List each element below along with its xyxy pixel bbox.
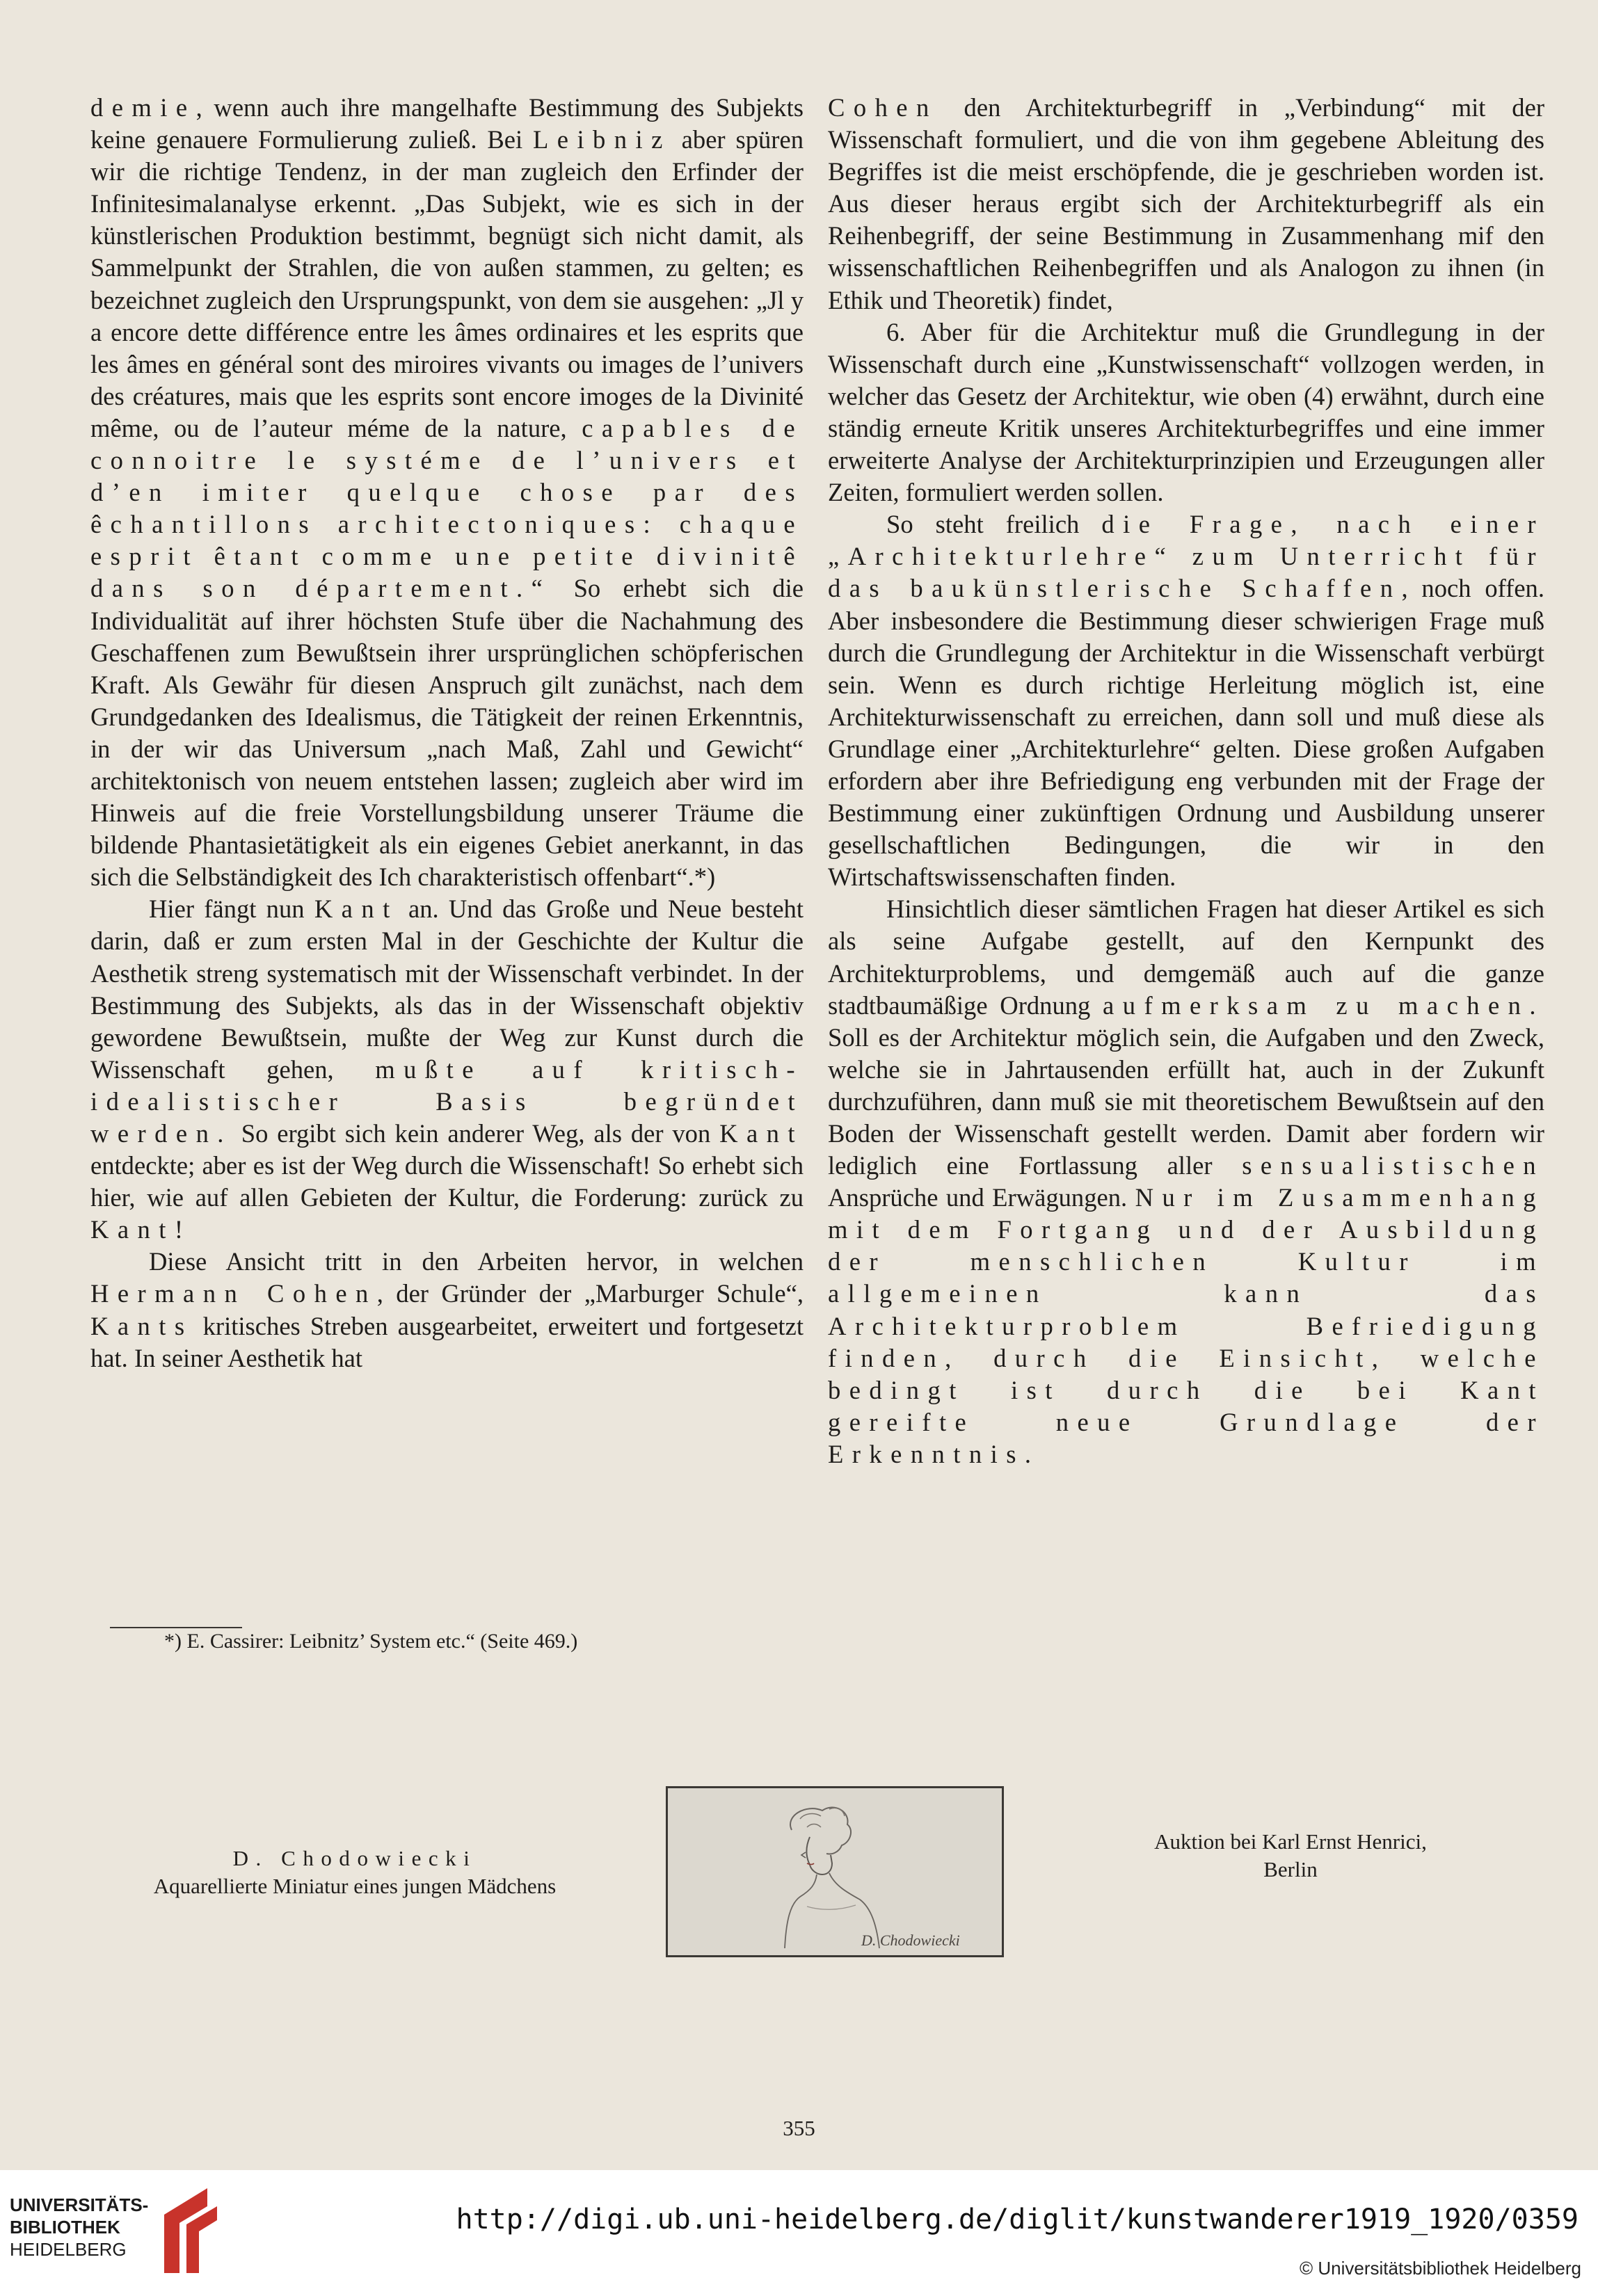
- library-footer: [0, 2170, 1598, 2296]
- text-run: So steht freilich: [886, 510, 1102, 539]
- spaced-emphasis-text: Leibniz: [532, 125, 671, 154]
- page-number: 355: [783, 2116, 815, 2140]
- text-run: Hinsichtlich dieser sämtlichen Fragen hat dieser Artikel es sich als seine Aufgabe gestellt, auf den Kernpunkt des Architekturproblems, und demgemäß auch auf die ganze stadtbaumäßige Ordnung: [828, 894, 1544, 1020]
- spaced-emphasis-text: Kants: [90, 1311, 193, 1340]
- copyright-notice: © Universitätsbibliothek Heidelberg: [1299, 2258, 1581, 2279]
- text-run: So ergibt sich kein anderer Weg, als der von: [232, 1119, 720, 1148]
- text-run: den Architekturbegriff in „Verbindung“ mit der Wissenschaft formuliert, und die von ihm gegebene Ableitung des Begriffes ist die meist erschöpfende, die je geschrieben worden ist. Aus dieser heraus ergibt sich der Architekturbegriff als ein Reihenbegriff, der seine Bestimmung in Zusammenhang mif den wissenschaftlichen Reihenbegriffen und als Analogon zu ihnen (in Ethik und Theoretik) findet,: [828, 93, 1544, 314]
- text-run: So erhebt sich die Individualität auf ihrer höchsten Stufe über die Nachahmung des Geschaffenen zum Bewußtsein ihrer ursprünglichen schöpferischen Kraft. Als Gewähr für diesen Anspruch gilt zunächst, nach dem Grundgedanken des Idealismus, die Tätigkeit der reinen Erkenntnis, in der wir das Universum „nach Maß, Zahl und Gewicht“ architektonisch von neuem entstehen lassen; zugleich aber wird im Hinweis auf die freie Vorstellungsbildung unserer Träume die bildende Phantasietätigkeit als ein eigenes Gebiet anerkannt, in das sich die Selbständigkeit des Ich charakteristisch offenbart“.*): [90, 574, 804, 892]
- plate-caption-right: [1089, 1828, 1492, 1884]
- text-column-left: [90, 92, 804, 1374]
- portrait-sketch: [668, 1788, 1002, 1955]
- text-run: entdeckte; aber es ist der Weg durch die Wissenschaft! So erhebt sich hier, wie auf allen Gebieten der Kultur, die Forderung: zurück zu: [90, 1151, 804, 1212]
- paragraph: [828, 92, 1544, 316]
- library-logo-text: [10, 2194, 148, 2261]
- spaced-emphasis-text: mußte auf kritisch-idealistischer Basis begründet werden.: [90, 1054, 804, 1148]
- logo-line: BIBLIOTHEK: [10, 2217, 120, 2238]
- paragraph: [828, 508, 1544, 893]
- illustration-plate: [666, 1786, 1004, 1957]
- text-run: , wenn auch ihre mangelhafte Bestimmung des Subjekts keine genauere Formulierung zuließ. Bei: [90, 93, 804, 154]
- spaced-emphasis-text: Kant: [314, 894, 399, 924]
- paragraph: [90, 893, 804, 1246]
- caption-artist: D. Chodowiecki: [232, 1846, 477, 1870]
- caption-city: Berlin: [1263, 1857, 1318, 1881]
- logo-line: HEIDELBERG: [10, 2239, 127, 2260]
- paragraph: [90, 1246, 804, 1374]
- plate-caption-left: [90, 1845, 619, 1900]
- library-logo-icon: [159, 2185, 223, 2276]
- text-column-right: [828, 92, 1544, 1470]
- text-run: , noch offen. Aber insbesondere die Bestimmung dieser schwierigen Frage muß durch die Grundlegung der Architektur in die Wissenschaft verbürgt sein. Wenn es durch richtige Herleitung möglich ist, eine Architekturwissenschaft zu erreichen, dann soll und muß diese als Grundlage einer „Architekturlehre“ gelten. Diese großen Aufgaben erfordern aber ihre Befriedigung eng verbunden mit der Frage der Bestimmung einer zukünftigen Ordnung und Ausbildung unserer gesellschaftlichen Bedingungen, die wir in den Wirtschaftswissenschaften finden.: [828, 574, 1544, 892]
- spaced-emphasis-text: aufmerksam zu machen.: [1103, 990, 1544, 1020]
- spaced-emphasis-text: Cohen: [828, 93, 938, 122]
- spaced-emphasis-text: demie: [90, 93, 196, 122]
- caption-title: Aquarellierte Miniatur eines jungen Mädchens: [153, 1874, 557, 1898]
- artist-signature: D. Chodowiecki: [861, 1932, 960, 1949]
- spaced-emphasis-text: capables de connoitre le systéme de l’univers et d’en imiter quelque chose par des êchantillons architectoniques: chaque esprit êtant comme une petite divinitê dans son département.“: [90, 413, 804, 603]
- text-run: 6. Aber für die Architektur muß die Grundlegung in der Wissenschaft durch eine „Kunstwissenschaft“ vollzogen werden, in welcher das Gesetz der Architektur, wie oben (4) erwähnt, durch eine ständig erneute Kritik unseres Architekturbegriffes und eine immer erweiterte Analyse der Architekturprinzipien und Erzeugungen aller Zeiten, formuliert werden sollen.: [828, 317, 1544, 507]
- text-run: Soll es der Architektur möglich sein, die Aufgaben und den Zweck, welche sie in Jahrtausenden erfüllt hat, auch in der Zukunft durchzuführen, dann muß sie mit theoretischem Bewußtsein auf den Boden der Wissenschaft gestellt werden. Damit aber fordern wir lediglich eine Fortlassung aller: [828, 1022, 1544, 1180]
- text-run: , der Gründer der „Marburger Schule“,: [376, 1279, 804, 1308]
- footnote: *) E. Cassirer: Leibnitz’ System etc.“ (Seite 469.): [164, 1630, 578, 1653]
- text-run: Hier fängt nun: [149, 894, 314, 924]
- logo-line: UNIVERSITÄTS-: [10, 2194, 149, 2215]
- spaced-emphasis-text: Kant: [719, 1119, 804, 1148]
- paragraph: [828, 316, 1544, 509]
- text-run: an. Und das Große und Neue besteht darin, daß er zum ersten Mal in der Geschichte der Kultur die Aesthetik streng systematisch mit der Wissenschaft verbindet. In der Bestimmung des Subjekts, als das in der Wissenschaft objektiv gewordene Bewußtsein, mußte der Weg zur Kunst durch die Wissenschaft gehen,: [90, 894, 804, 1084]
- text-run: Ansprüche und Erwägungen.: [828, 1183, 1135, 1212]
- text-run: aber spüren wir die richtige Tendenz, in der man zugleich den Erfinder der Infinitesimalanalyse erkennt. „Das Subjekt, wie es sich in der künstlerischen Produktion bestimmt, begnügt sich nicht damit, als Sammelpunkt der Strahlen, die von außen stammen, zu gelten; es bezeichnet zugleich den Ursprungspunkt, von dem sie ausgehen: „Jl y a encore dette différence entre les âmes ordinaires et les esprits que les âmes en général sont des miroires vivants ou images de l’univers des créatures, mais que les esprits sont encore imoges de la Divinité même, ou de l’auteur méme de la nature,: [90, 125, 804, 442]
- paragraph: [828, 893, 1544, 1470]
- caption-source: Auktion bei Karl Ernst Henrici,: [1154, 1829, 1427, 1854]
- spaced-emphasis-text: Hermann Cohen: [90, 1279, 377, 1308]
- paragraph: [90, 92, 804, 893]
- text-run: Diese Ansicht tritt in den Arbeiten hervor, in welchen: [149, 1247, 804, 1276]
- spaced-emphasis-text: die Frage, nach einer „Architekturlehre“ zum Unterricht für das baukünstlerische Schaffen: [828, 510, 1544, 603]
- spaced-emphasis-text: Nur im Zusammenhang mit dem Fortgang und der Ausbildung der menschlichen Kultur im allgemeinen kann das Architekturproblem Befriedigung finden, durch die Einsicht, welche bedingt ist durch die bei Kant gereifte neue Grundlage der Erkenntnis.: [828, 1183, 1545, 1468]
- text-run: kritisches Streben ausgearbeitet, erweitert und fortgesetzt hat. In seiner Aesthetik hat: [90, 1311, 804, 1372]
- spaced-emphasis-text: sensualistischen: [1242, 1151, 1544, 1180]
- permalink-url[interactable]: http://digi.ub.uni-heidelberg.de/diglit/kunstwanderer1919_1920/0359: [456, 2203, 1579, 2235]
- spaced-emphasis-text: Kant!: [90, 1215, 192, 1244]
